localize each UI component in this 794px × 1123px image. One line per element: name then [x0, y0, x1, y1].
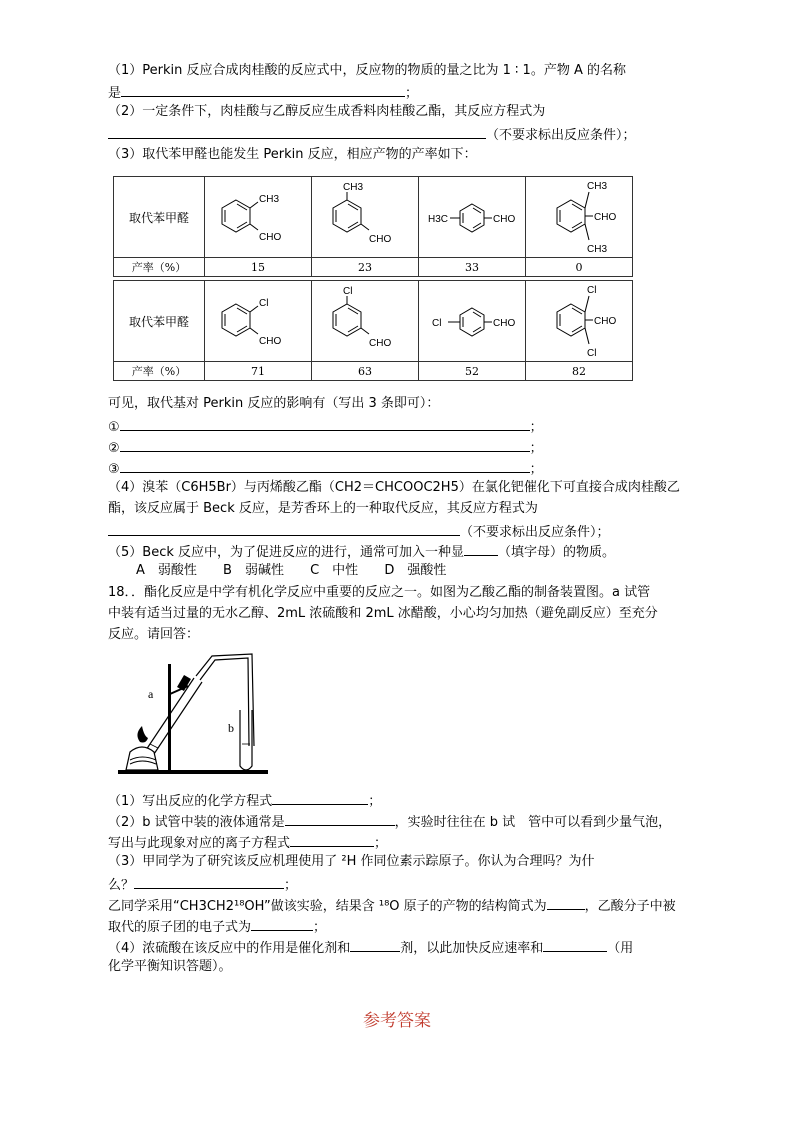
- effect-line-3: [108, 458, 543, 479]
- q18-p4-mid: 剂，以此加快反应速率和: [400, 941, 544, 956]
- substituent: CH3: [343, 182, 364, 193]
- substituent: CH3: [259, 194, 280, 205]
- option-a[interactable]: A 弱酸性: [136, 563, 197, 578]
- effect-marker: ③: [108, 462, 120, 477]
- q18-p2-line2-suffix: ；: [374, 836, 388, 851]
- q18-p4-prefix: （4）浓硫酸在该反应中的作用是催化剂和: [108, 941, 351, 956]
- effect-blank-3[interactable]: [120, 458, 530, 473]
- effect-marker: ②: [108, 441, 120, 456]
- effect-suffix: ；: [529, 462, 543, 477]
- substituent: Cl: [587, 285, 597, 296]
- structure-m-chloro: [312, 281, 419, 362]
- substituent: Cl: [432, 318, 442, 329]
- q18-p3-line4-prefix: 取代的原子团的电子式为: [108, 920, 252, 935]
- q18-p3-line2-suffix: ；: [284, 878, 298, 893]
- structure-p-chloro: [419, 281, 526, 362]
- effect-suffix: ；: [529, 441, 543, 456]
- q18-p2-blank[interactable]: [285, 811, 395, 826]
- alcohol-lamp: [126, 726, 158, 770]
- q4-line2: 酯，该反应属于 Beck 反应，是芳香环上的一种取代反应，其反应方程式为: [108, 501, 538, 516]
- q18-p2-mid: ，实验时往往在 b 试 管中可以看到少量气泡，: [394, 815, 672, 830]
- q18-p3-line3: [108, 895, 676, 916]
- q2-answer-blank[interactable]: [108, 124, 486, 139]
- yield-value: 71: [205, 362, 312, 381]
- q18-p3-line2-blank[interactable]: [134, 874, 284, 889]
- q4-answer-blank[interactable]: [108, 521, 460, 536]
- yield-value: 63: [312, 362, 419, 381]
- option-c[interactable]: C 中性: [310, 563, 359, 578]
- q18-p2-prefix: （2）b 试管中装的液体通常是: [108, 815, 285, 830]
- substituent: Cl: [587, 348, 597, 359]
- q18-p2-line2-blank[interactable]: [290, 832, 374, 847]
- q18-p3-line1: （3）甲同学为了研究该反应机理使用了 ²H 作同位素示踪原子。你认为合理吗？为什: [108, 854, 595, 869]
- effect-line-1: [108, 416, 543, 437]
- q5-suffix: （填字母）的物质。: [498, 545, 616, 560]
- q3-line1: （3）取代苯甲醛也能发生 Perkin 反应，相应产物的产率如下：: [108, 147, 477, 162]
- q18-p3-line3-prefix: 乙同学采用“CH3CH2¹⁸OH”做该实验，结果含 ¹⁸O 原子的产物的结构简式为: [108, 899, 547, 914]
- row-label: 取代苯甲醛: [114, 177, 205, 258]
- test-tube-b: [240, 710, 252, 770]
- q1-line2: [108, 82, 418, 103]
- cho-group: CHO: [594, 212, 617, 223]
- yield-value: 23: [312, 258, 419, 277]
- q4-line1: （4）溴苯（C6H5Br）与丙烯酸乙酯（CH2＝CHCOOC2H5）在氯化钯催化下可直接合成肉桂酸乙: [108, 480, 680, 495]
- substituent: CH3: [587, 181, 608, 192]
- delivery-tube: [196, 654, 254, 746]
- yield-table: [113, 176, 633, 381]
- table-row: [114, 177, 633, 258]
- cho-group: CHO: [369, 234, 392, 245]
- q18-p3-line4-suffix: ；: [313, 920, 327, 935]
- q18-p2: [108, 811, 671, 832]
- q2-line2: [108, 124, 636, 145]
- label-a: a: [148, 687, 154, 701]
- q2-suffix: （不要求标出反应条件）；: [486, 128, 636, 143]
- test-tube-a: [146, 678, 202, 755]
- cho-group: CHO: [369, 338, 392, 349]
- q18-p4-line2: 化学平衡知识答题）。: [108, 959, 232, 974]
- q1-answer-blank[interactable]: [121, 82, 405, 97]
- structure-o-chloro: [205, 281, 312, 362]
- q1-line1: （1）Perkin 反应合成肉桂酸的反应式中，反应物的物质的量之比为 1 ∶ 1。产物 A 的名称: [108, 63, 626, 78]
- yield-value: 0: [526, 258, 633, 277]
- substituent: CH3: [587, 244, 608, 255]
- effect-suffix: ；: [529, 420, 543, 435]
- q18-p1-suffix: ；: [368, 794, 382, 809]
- apparatus-figure: [112, 646, 272, 782]
- yield-label: 产率（%）: [114, 258, 205, 277]
- structure-o-methyl: [205, 177, 312, 258]
- table-row: [114, 281, 633, 362]
- q18-p2-line2: [108, 832, 387, 853]
- structure-2-6-dichloro: [526, 281, 633, 362]
- effect-blank-1[interactable]: [120, 416, 530, 431]
- q5-options: [136, 562, 446, 580]
- cho-group: CHO: [493, 318, 516, 329]
- substituent: Cl: [343, 286, 353, 297]
- option-b[interactable]: B 弱碱性: [223, 563, 284, 578]
- substituent: H3C: [428, 214, 449, 225]
- table-row: [114, 362, 633, 381]
- q4-suffix: （不要求标出反应条件）；: [460, 525, 610, 540]
- q18-p3-line4: [108, 916, 326, 937]
- cho-group: CHO: [259, 336, 282, 347]
- effects-intro: 可见，取代基对 Perkin 反应的影响有（写出 3 条即可）：: [108, 396, 440, 411]
- cho-group: CHO: [259, 232, 282, 243]
- yield-value: 82: [526, 362, 633, 381]
- q18-p3-line3-suffix: ，乙酸分子中被: [584, 899, 676, 914]
- yield-value: 15: [205, 258, 312, 277]
- effect-line-2: [108, 437, 543, 458]
- q18-line2: 中装有适当过量的无水乙醇、2mL 浓硫酸和 2mL 冰醋酸，小心均匀加热（避免副反应）至充分: [108, 606, 658, 621]
- cho-group: CHO: [594, 316, 617, 327]
- q18-p1: [108, 790, 381, 811]
- structure-m-methyl: [312, 177, 419, 258]
- cho-group: CHO: [493, 214, 516, 225]
- effect-blank-2[interactable]: [120, 437, 530, 452]
- option-d[interactable]: D 强酸性: [384, 563, 447, 578]
- q18-line1: 18．．酯化反应是中学有机化学反应中重要的反应之一。如图为乙酸乙酯的制备装置图。a 试管: [108, 585, 651, 600]
- structure-2-6-dimethyl: [526, 177, 633, 258]
- q18-p3-line2: [108, 874, 297, 895]
- q18-p1-prefix: （1）写出反应的化学方程式: [108, 794, 273, 809]
- answer-key-heading: 参考答案: [363, 1011, 431, 1031]
- q5-prefix: （5）Beck 反应中，为了促进反应的进行，通常可加入一种显: [108, 545, 464, 560]
- q18-p3-line4-blank[interactable]: [251, 916, 313, 931]
- yield-value: 52: [419, 362, 526, 381]
- structure-p-methyl: [419, 177, 526, 258]
- q2-line1: （2）一定条件下，肉桂酸与乙醇反应生成香料肉桂酸乙酯，其反应方程式为: [108, 104, 546, 119]
- q18-p4: [108, 937, 633, 958]
- q18-p3-line2-prefix: 么？: [108, 878, 135, 893]
- q5-answer-blank[interactable]: [464, 541, 498, 556]
- row-label: 取代苯甲醛: [114, 281, 205, 362]
- q1-prefix: 是: [108, 86, 122, 101]
- q18-p4-blank-1[interactable]: [350, 937, 400, 952]
- q18-p4-suffix: （用: [607, 941, 634, 956]
- yield-value: 33: [419, 258, 526, 277]
- q18-line3: 反应。请回答：: [108, 627, 200, 642]
- substituent: Cl: [259, 298, 269, 309]
- q4-line3: [108, 521, 610, 542]
- label-b: b: [228, 721, 234, 735]
- q18-p3-line3-blank[interactable]: [547, 895, 585, 910]
- yield-label: 产率（%）: [114, 362, 205, 381]
- q1-suffix: ；: [405, 86, 419, 101]
- table-row: [114, 258, 633, 277]
- q18-p2-line2-prefix: 写出与此现象对应的离子方程式: [108, 836, 291, 851]
- q18-p1-blank[interactable]: [272, 790, 368, 805]
- q18-p4-blank-2[interactable]: [543, 937, 607, 952]
- q5-line1: [108, 541, 615, 562]
- effect-marker: ①: [108, 420, 120, 435]
